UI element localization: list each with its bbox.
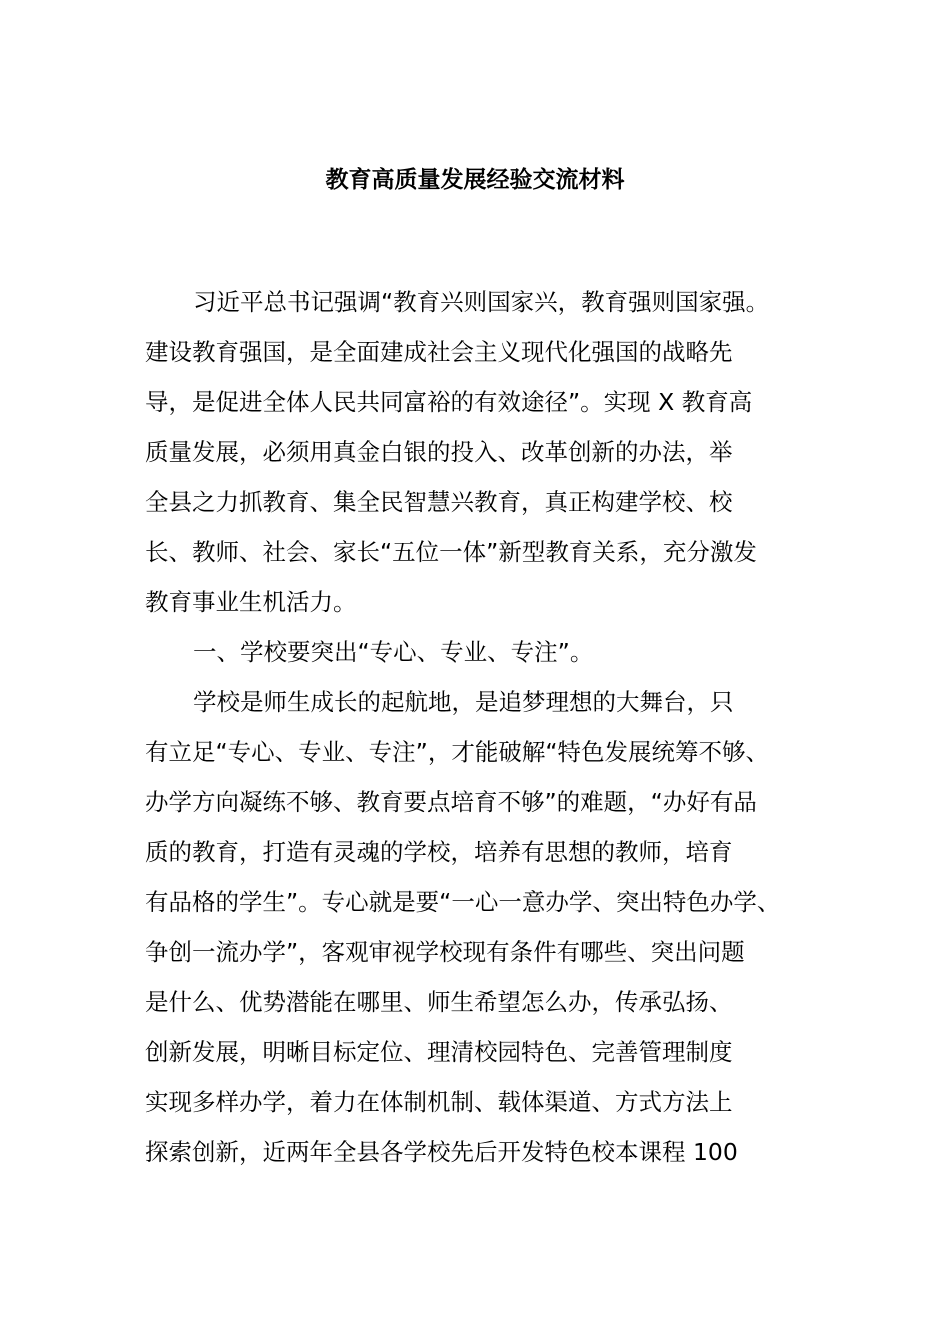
body-line: 习近平总书记强调“教育兴则国家兴，教育强则国家强。: [193, 288, 770, 316]
body-line: 建设教育强国，是全面建成社会主义现代化强国的战略先: [145, 338, 733, 366]
document-title: 教育高质量发展经验交流材料: [325, 167, 625, 193]
body-line: 争创一流办学”，客观审视学校现有条件有哪些、突出问题: [145, 938, 745, 966]
body-line: 是什么、优势潜能在哪里、师生希望怎么办，传承弘扬、: [145, 988, 733, 1016]
body-line: 质量发展，必须用真金白银的投入、改革创新的办法，举: [145, 438, 733, 466]
body-line: 创新发展，明晰目标定位、理清校园特色、完善管理制度: [145, 1038, 733, 1066]
body-line: 探索创新，近两年全县各学校先后开发特色校本课程 100: [145, 1138, 738, 1166]
body-line: 办学方向凝练不够、教育要点培育不够”的难题，“办好有品: [145, 788, 757, 816]
body-line: 有品格的学生”。专心就是要“一心一意办学、突出特色办学、: [145, 888, 781, 916]
document-body: [145, 277, 811, 1177]
body-line: 长、教师、社会、家长“五位一体”新型教育关系，充分激发: [145, 538, 757, 566]
body-line: 有立足“专心、专业、专注”，才能破解“特色发展统筹不够、: [145, 738, 770, 766]
body-line: 教育事业生机活力。: [145, 588, 357, 616]
body-line: 质的教育，打造有灵魂的学校，培养有思想的教师，培育: [145, 838, 733, 866]
body-line: 导，是促进全体人民共同富裕的有效途径”。实现 X 教育高: [145, 388, 753, 416]
body-line: 学校是师生成长的起航地，是追梦理想的大舞台，只: [193, 688, 734, 716]
body-line: 实现多样办学，着力在体制机制、载体渠道、方式方法上: [145, 1088, 733, 1116]
body-line: 全县之力抓教育、集全民智慧兴教育，真正构建学校、校: [145, 488, 733, 516]
body-line: 一、学校要突出“专心、专业、专注”。: [193, 638, 594, 666]
